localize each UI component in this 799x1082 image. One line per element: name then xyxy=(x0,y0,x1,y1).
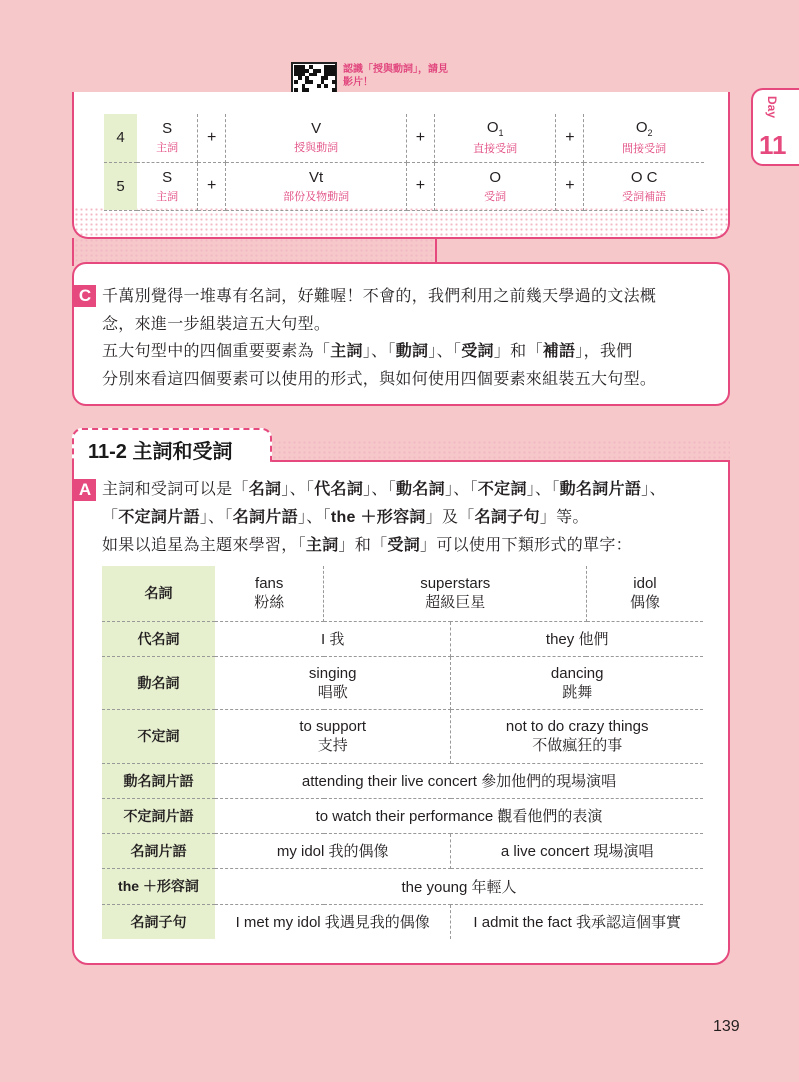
pattern-part: O C xyxy=(630,168,658,186)
cell-zh: 唱歌 xyxy=(317,683,348,701)
pattern-part: S xyxy=(162,168,173,186)
table-row xyxy=(104,162,704,210)
text-line: 主詞和受詞可以是「名詞」、「代名詞」、「動名詞」、「不定詞」、「動名詞片語」、 xyxy=(102,481,666,498)
text-line: 千萬別覺得一堆專有名詞，好難喔！不會的，我們利用之前幾天學過的文法概 xyxy=(102,288,657,305)
table-row xyxy=(102,868,703,904)
cell-zh: 支持 xyxy=(317,737,348,754)
pattern-part: V xyxy=(311,120,322,138)
table-row xyxy=(102,656,703,709)
pattern-part: S xyxy=(162,120,173,138)
pattern-part-zh: 受詞 xyxy=(484,190,507,203)
table-row xyxy=(104,114,704,162)
section-title-tab xyxy=(72,428,272,462)
table-cell: attending their live concert 參加他們的現場演唱 xyxy=(215,763,703,798)
table-row xyxy=(102,763,703,798)
dotted-pattern xyxy=(74,238,433,262)
row-header: the ＋形容詞 xyxy=(102,868,215,904)
cell-en: dancing xyxy=(550,664,604,682)
qr-label: 認識「授與動詞」，請見影片！ xyxy=(343,64,448,88)
table-row xyxy=(102,709,703,763)
pattern-part: O xyxy=(489,168,501,186)
row-header: 代名詞 xyxy=(102,621,215,656)
dotted-pattern xyxy=(74,207,728,237)
text-line: 五大句型中的四個重要要素為「主詞」、「動詞」、「受詞」和「補語」，我們 xyxy=(102,343,633,360)
table-row xyxy=(102,833,703,868)
table-row xyxy=(102,904,703,939)
cell-en: to support xyxy=(299,718,367,735)
plus-sign: + xyxy=(407,114,435,162)
cell-en: singing xyxy=(308,664,357,682)
table-cell: the young 年輕人 xyxy=(215,868,703,904)
day-tab xyxy=(751,88,799,166)
cell-zh: 偶像 xyxy=(629,594,660,612)
section-badge-a: A xyxy=(74,479,96,501)
table-row xyxy=(102,566,703,621)
row-header: 動名詞 xyxy=(102,656,215,709)
row-header: 不定詞片語 xyxy=(102,798,215,833)
day-label: Day xyxy=(765,96,779,119)
table-cell: they 他們 xyxy=(451,621,703,656)
pattern-part-zh: 部份及物動詞 xyxy=(283,190,350,203)
pattern-part-zh: 授與動詞 xyxy=(294,142,339,155)
table-row xyxy=(102,798,703,833)
dotted-pattern xyxy=(272,440,730,462)
day-number: 11 xyxy=(759,130,787,160)
table-cell: I met my idol 我遇見我的偶像 xyxy=(215,904,451,939)
pattern-part-zh: 主詞 xyxy=(156,190,179,203)
text-line: 「不定詞片語」、「名詞片語」、「the ＋形容詞」及「名詞子句」等。 xyxy=(102,509,589,526)
text-line: 念，來進一步組裝這五大句型。 xyxy=(102,316,331,333)
paragraph xyxy=(102,532,632,560)
table-cell: I 我 xyxy=(215,621,451,656)
row-header: 不定詞 xyxy=(102,709,215,763)
pattern-part-zh: 主詞 xyxy=(156,142,179,155)
table-cell: my idol 我的偶像 xyxy=(215,833,451,868)
row-header: 名詞子句 xyxy=(102,904,215,939)
cell-zh: 不做瘋狂的事 xyxy=(532,737,623,754)
forms-table xyxy=(102,566,703,939)
paragraph xyxy=(102,338,656,394)
pattern-part: O xyxy=(486,119,499,137)
table-row xyxy=(102,621,703,656)
cell-en: idol xyxy=(633,575,657,593)
section-title: 11-2 主詞和受詞 xyxy=(88,441,233,463)
table-cell: to watch their performance 觀看他們的表演 xyxy=(215,798,703,833)
subscript: 1 xyxy=(498,128,504,139)
cell-en: not to do crazy things xyxy=(505,718,649,735)
row-header: 動名詞片語 xyxy=(102,763,215,798)
text-line: 如果以追星為主題來學習，「主詞」和「受詞」可以使用下類形式的單字： xyxy=(102,537,632,554)
section-badge-c: C xyxy=(74,285,96,307)
table-cell: a live concert 現場演唱 xyxy=(451,833,703,868)
row-header: 名詞片語 xyxy=(102,833,215,868)
cell-zh: 粉絲 xyxy=(254,594,285,612)
pattern-table xyxy=(104,114,704,211)
pattern-part-zh: 受詞補語 xyxy=(622,190,667,203)
plus-sign: + xyxy=(198,114,226,162)
text-line: 分別來看這四個要素可以使用的形式，與如何使用四個要素來組裝五大句型。 xyxy=(102,371,657,388)
table-cell: I admit the fact 我承認這個事實 xyxy=(473,914,681,932)
subscript: 2 xyxy=(647,128,653,139)
cell-en: fans xyxy=(255,575,284,593)
pattern-number: 4 xyxy=(104,114,137,162)
pattern-part-zh: 間接受詞 xyxy=(622,143,667,156)
page-number: 139 xyxy=(713,1018,740,1035)
row-header: 名詞 xyxy=(102,566,215,621)
pattern-part-zh: 直接受詞 xyxy=(473,143,518,156)
paragraph xyxy=(102,283,656,339)
plus-sign: + xyxy=(556,114,584,162)
paragraph xyxy=(102,476,666,532)
cell-en: superstars xyxy=(420,575,491,593)
cell-zh: 超級巨星 xyxy=(425,594,486,612)
plus-sign: + xyxy=(407,162,435,210)
plus-sign: + xyxy=(556,162,584,210)
cell-zh: 跳舞 xyxy=(562,683,593,701)
plus-sign: + xyxy=(198,162,226,210)
pattern-part: Vt xyxy=(308,168,324,186)
pattern-box xyxy=(72,92,730,239)
pattern-number: 5 xyxy=(104,162,137,210)
pattern-part: O xyxy=(635,119,648,137)
